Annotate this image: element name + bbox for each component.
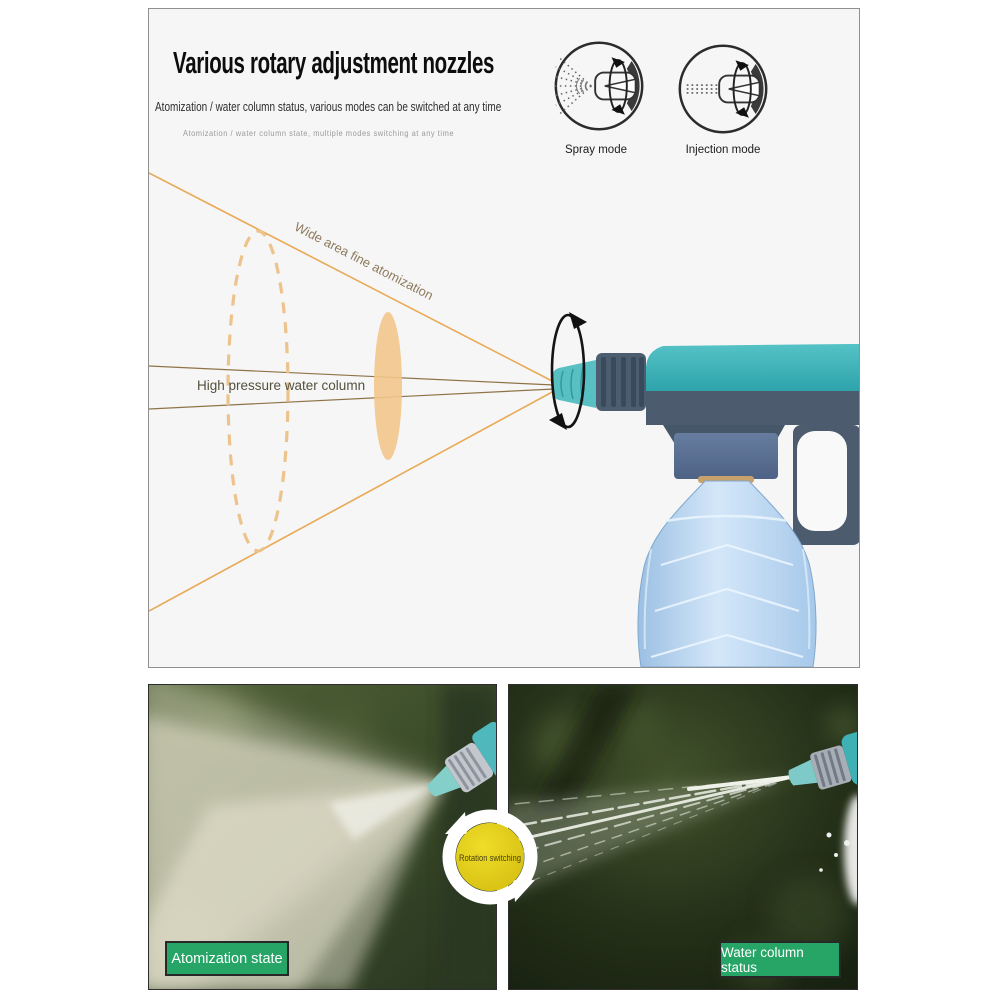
wide-atomization-label: Wide area fine atomization: [292, 219, 436, 303]
subtitle-text: Atomization / water column status, various modes can be switched at any time: [155, 100, 502, 114]
spray-diagram: [149, 9, 860, 668]
atomization-badge: Atomization state: [165, 941, 289, 976]
page-title-text: Various rotary adjustment nozzles: [173, 45, 495, 80]
rotation-switch-badge: [435, 802, 545, 912]
water-column-label: High pressure water column: [197, 378, 366, 393]
injection-mode-label: Injection mode: [685, 144, 761, 156]
rotation-switch-label: Rotation switching: [459, 853, 521, 864]
spray-mode-label: Spray mode: [564, 144, 627, 156]
narrow-spray-ellipse: [374, 312, 402, 460]
diagram-panel: [148, 8, 860, 668]
water-column-badge: Water column status: [719, 941, 841, 978]
subtitle-small-text: Atomization / water column state, multiple modes switching at any time: [183, 128, 455, 138]
bottle-image: [638, 481, 816, 667]
sprayer-head-image: [553, 344, 860, 667]
